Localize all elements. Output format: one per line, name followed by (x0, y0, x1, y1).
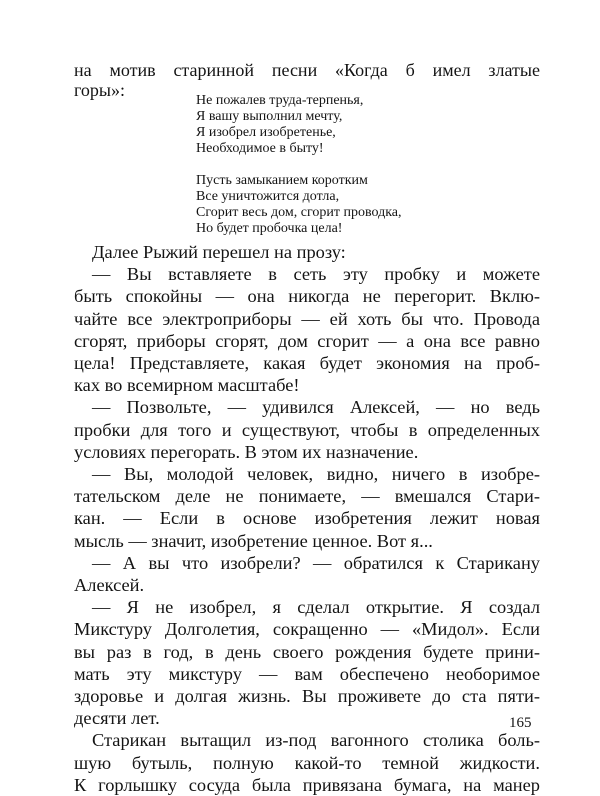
poem-line: Но будет пробочка цела! (196, 221, 343, 236)
poem-line: Пусть замыканием коротким (196, 173, 368, 188)
prose-line: Старикан вытащил из-под вагонного столика боль- (92, 730, 540, 751)
prose-line: условиях перегорать. В этом их назначение. (74, 441, 419, 462)
prose-line: Далее Рыжий перешел на прозу: (92, 242, 346, 262)
prose-line: — Вы, молодой человек, видно, ничего в изобре- (92, 464, 540, 485)
prose-line: — А вы что изобрели? — обратился к Старикану (92, 552, 540, 573)
prose-line: чайте все электроприборы — ей хоть бы что. Провода (74, 308, 540, 329)
prose-line: мысль — значит, изобретение ценное. Вот я... (74, 530, 433, 551)
poem-line: Я вашу выполнил мечту, (196, 109, 343, 124)
prose-text (74, 241, 540, 796)
poem-line: Необходимое в быту! (196, 141, 324, 156)
intro-line-2: горы»: (74, 80, 126, 100)
prose-line: К горлышку сосуда была привязана бумага, на манер (74, 774, 540, 795)
prose-line: тательском деле не понимаете, — вмешался Стари- (74, 486, 540, 507)
poem-stanza (196, 93, 402, 157)
poem-line: Все уничтожится дотла, (196, 189, 340, 204)
prose-line: ках во всемирном масштабе! (74, 375, 300, 396)
poem-line: Не пожалев труда-терпенья, (196, 93, 364, 108)
poem-stanza (196, 173, 402, 237)
prose-line: — Я не изобрел, я сделал открытие. Я создал (92, 597, 540, 618)
poem-line: Я изобрел изобретенье, (196, 125, 336, 140)
prose-line: сгорят, приборы сгорят, дом сгорит — а она все равно (74, 330, 540, 351)
prose-line: десяти лет. (74, 708, 160, 729)
prose-line: здоровье и долгая жизнь. Вы проживете до ста пяти- (74, 686, 540, 707)
prose-line: цела! Представляете, какая будет экономия на проб- (74, 353, 540, 374)
prose-line: кан. — Если в основе изобретения лежит новая (74, 508, 540, 529)
prose-line: быть спокойны — она никогда не перегорит. Вклю- (74, 286, 540, 307)
poem (196, 93, 402, 253)
prose-line: пробки для того и существуют, чтобы в определенных (74, 419, 540, 440)
prose-line: Алексей. (74, 575, 145, 596)
prose-line: мать эту микстуру — вам обеспечено необоримое (74, 663, 540, 684)
prose-line: — Позвольте, — удивился Алексей, — но ведь (92, 397, 540, 418)
intro-line-1: на мотив старинной песни «Когда б имел златые (74, 60, 540, 80)
prose-line: — Вы вставляете в сеть эту пробку и можете (92, 264, 540, 285)
page-number: 165 (509, 715, 532, 731)
prose-line: вы раз в год, в день своего рождения будете прини- (74, 641, 540, 662)
prose-line: шую бутыль, полную какой-то темной жидкости. (74, 752, 540, 773)
poem-line: Сгорит весь дом, сгорит проводка, (196, 205, 402, 220)
prose-line: Микстуру Долголетия, сокращенно — «Мидол». Если (74, 619, 540, 640)
